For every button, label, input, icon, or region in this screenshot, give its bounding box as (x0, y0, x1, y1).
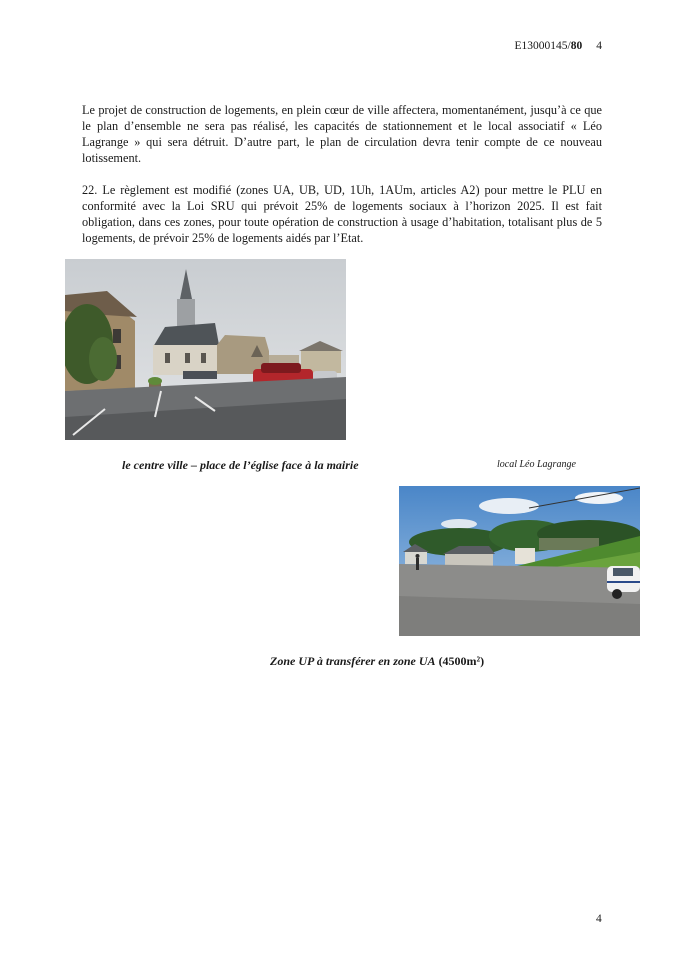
caption-zone-up-text: Zone UP à transférer en zone UA (270, 654, 436, 668)
page-header (515, 40, 602, 52)
photo-town-centre-church-square (65, 259, 346, 440)
caption-town-centre: le centre ville – place de l’église face à la mairie (122, 458, 359, 472)
caption-leo-lagrange: local Léo Lagrange (497, 459, 576, 470)
caption-zone-up (270, 654, 484, 669)
paragraph-construction-project: Le projet de construction de logements, en plein cœur de ville affectera, momentanément, jusqu’à ce que le plan d’ensemble ne sera pas réalisé, les capacités de stationnement et le local associatif « Léo Lagrange » qui sera détruit. D’autre part, le plan de circulation devra tenir compte de ce nouveau lotissement. (82, 103, 602, 165)
document-reference-total: 80 (570, 40, 583, 52)
paragraph-regulation-modification: 22. Le règlement est modifié (zones UA, UB, UD, 1Uh, 1AUm, articles A2) pour mettre le PLU en conformité avec la Loi SRU qui prévoit 25% de logements sociaux à l’horizon 2025. Il est fait obligation, dans ces zones, pour toute opération de construction à usage d’habitation, totalisant plus de 5 logements, de prévoir 25% de logements aidés par l’Etat. (82, 183, 602, 245)
photo-zone-up-car-park (399, 486, 640, 636)
town-centre-photo-drawing (65, 259, 346, 440)
footer-page-number: 4 (596, 913, 602, 925)
header-page-number: 4 (596, 40, 602, 52)
document-reference: E13000145/ (514, 40, 571, 52)
caption-zone-up-area: (4500m²) (435, 654, 485, 668)
car-park-photo-drawing (399, 486, 640, 636)
